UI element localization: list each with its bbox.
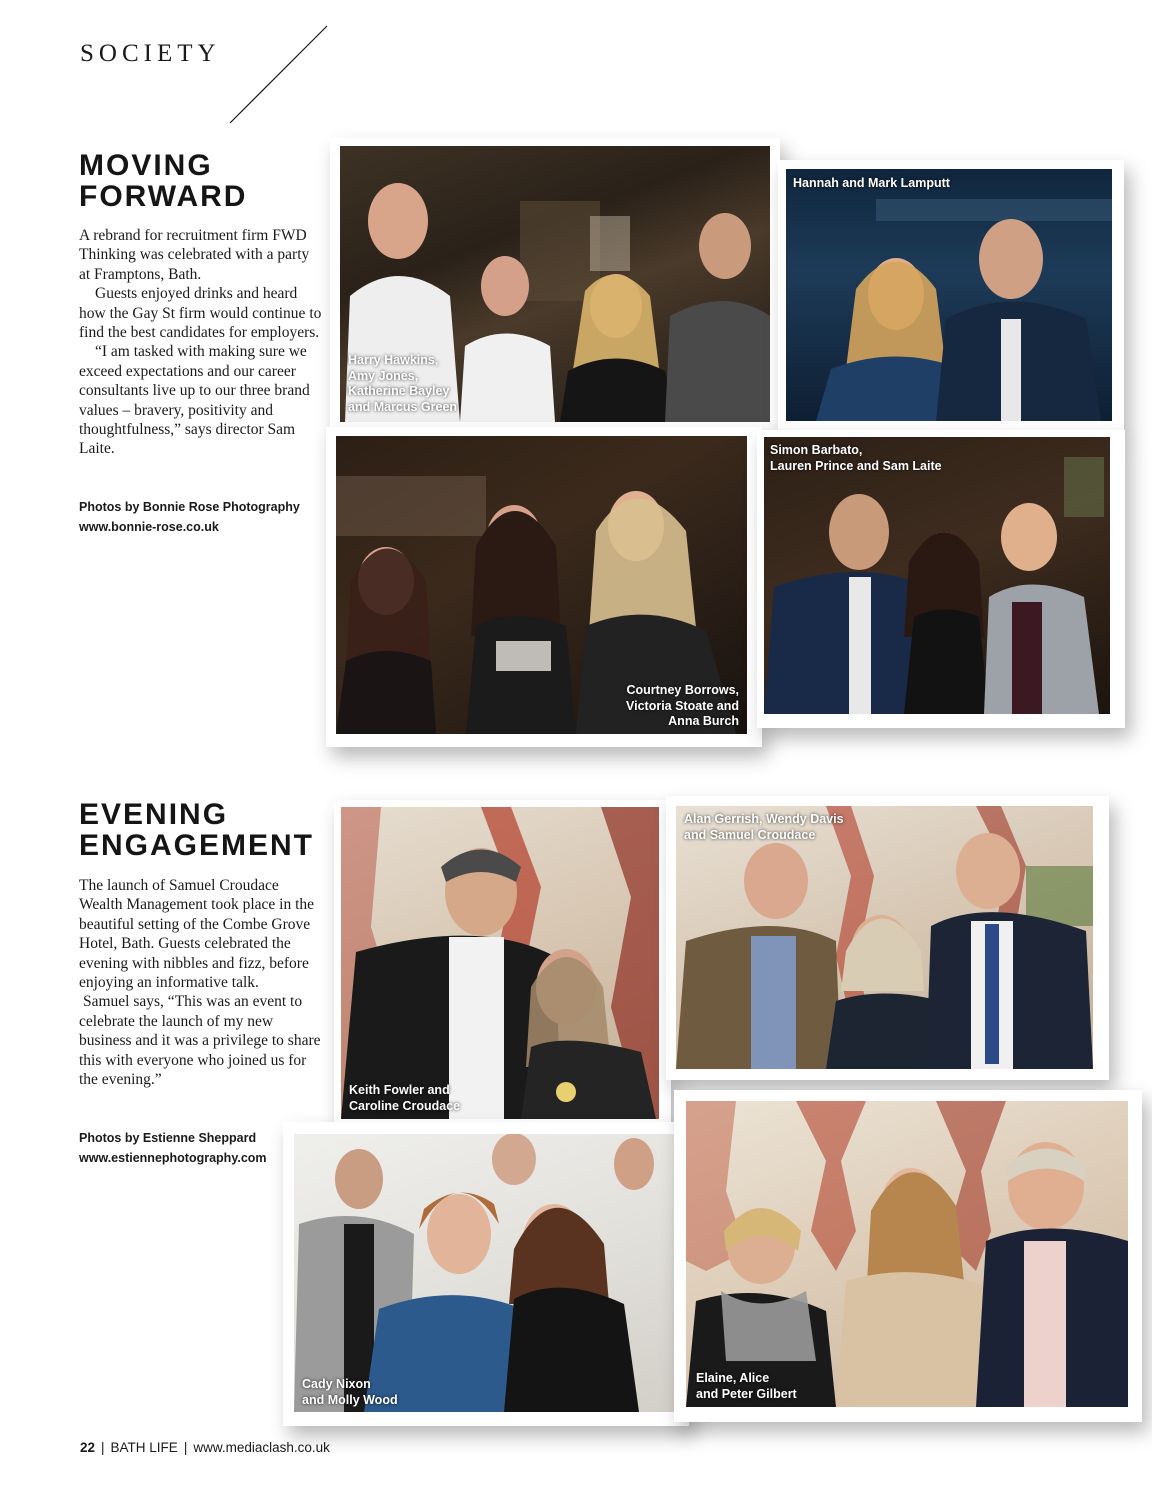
caption-line: Alan Gerrish, Wendy Davis	[684, 812, 844, 826]
magazine-name: BATH LIFE	[110, 1440, 178, 1455]
caption-line: Anna Burch	[668, 714, 739, 728]
article1-title	[79, 150, 247, 212]
event-photo	[676, 806, 1093, 1069]
article2-body	[79, 876, 324, 1089]
photo-caption	[793, 176, 950, 192]
article1-body	[79, 226, 324, 459]
photo-frame	[674, 1090, 1142, 1422]
photo-people-illustration	[686, 1101, 1128, 1407]
photo-frame	[326, 427, 762, 747]
event-photo	[786, 169, 1112, 421]
article1-paragraph: A rebrand for recruitment firm FWD Thinking was celebrated with a party at Framptons, Bath.	[79, 227, 310, 283]
article2-title-line1: EVENING	[79, 798, 229, 831]
article2-paragraph: Samuel says, “This was an event to celebrate the launch of my new business and it was a privilege to share this with everyone who joined us for the evening.”	[79, 993, 321, 1089]
article1-title-line2: FORWARD	[79, 180, 248, 213]
event-photo	[340, 146, 770, 422]
page-footer	[80, 1440, 330, 1455]
caption-line: Katherine Bayley	[348, 384, 450, 398]
photo-caption	[770, 443, 942, 474]
photo-frame	[334, 800, 671, 1128]
photo-caption	[302, 1377, 398, 1408]
caption-line: and Molly Wood	[302, 1392, 398, 1407]
photo-frame	[666, 796, 1109, 1080]
photo-caption	[348, 353, 457, 415]
separator: |	[101, 1440, 105, 1455]
photo-people-illustration	[764, 437, 1110, 714]
article1-paragraph: Guests enjoyed drinks and heard how the Gay St firm would continue to find the best candidates for employers.	[79, 285, 322, 342]
article1-title-line1: MOVING	[79, 149, 213, 182]
photo-frame	[757, 430, 1125, 728]
photo-frame	[283, 1122, 689, 1426]
caption-line: Courtney Borrows,	[626, 683, 739, 697]
event-photo	[686, 1101, 1128, 1407]
caption-line: Simon Barbato,	[770, 443, 863, 457]
photo-credit: Photos by Bonnie Rose Photography	[79, 500, 300, 514]
photo-credit-url[interactable]: www.bonnie-rose.co.uk	[79, 520, 219, 534]
caption-line: and Peter Gilbert	[696, 1386, 797, 1401]
article1-credit	[79, 497, 300, 537]
caption-line: Caroline Croudace	[349, 1098, 461, 1113]
photo-caption	[684, 812, 844, 843]
photo-credit: Photos by Estienne Sheppard	[79, 1131, 257, 1145]
photo-people-illustration	[294, 1134, 675, 1412]
caption-line: Cady Nixon	[302, 1377, 371, 1391]
caption-line: Elaine, Alice	[696, 1371, 770, 1385]
caption-line: Harry Hawkins,	[348, 353, 439, 367]
article1-paragraph: “I am tasked with making sure we exceed expectations and our career consultants live up to our three brand values – bravery, positivity and thoughtfulness,” says director Sam Laite.	[79, 343, 310, 458]
photo-frame	[330, 138, 780, 430]
caption-line: and Samuel Croudace	[684, 827, 816, 842]
article2-title	[79, 799, 314, 861]
website-link[interactable]: www.mediaclash.co.uk	[193, 1440, 330, 1455]
photo-caption	[696, 1371, 797, 1402]
photo-caption	[626, 683, 739, 730]
separator: |	[183, 1440, 188, 1455]
article2-credit	[79, 1128, 267, 1168]
article2-title-line2: ENGAGEMENT	[79, 829, 315, 862]
caption-line: Amy Jones,	[348, 368, 419, 383]
photo-caption	[349, 1083, 460, 1114]
caption-line: Keith Fowler and	[349, 1083, 450, 1097]
photo-people-illustration	[786, 169, 1112, 421]
photo-credit-url[interactable]: www.estiennephotography.com	[79, 1151, 267, 1165]
photo-frame	[778, 160, 1124, 432]
article2-paragraph: The launch of Samuel Croudace Wealth Management took place in the beautiful setting of the Combe Grove Hotel, Bath. Guests celebrated the evening with nibbles and fizz, before enjoying an informative talk.	[79, 877, 315, 992]
event-photo	[336, 436, 747, 734]
event-photo	[341, 807, 659, 1119]
caption-line: Lauren Prince and Sam Laite	[770, 458, 942, 473]
caption-line: Victoria Stoate and	[626, 698, 739, 713]
event-photo	[294, 1134, 675, 1412]
event-photo	[764, 437, 1110, 714]
photo-people-illustration	[341, 807, 659, 1119]
caption-line: Hannah and Mark Lamputt	[793, 176, 950, 190]
photo-people-illustration	[676, 806, 1093, 1069]
diagonal-rule	[225, 24, 335, 126]
section-label: SOCIETY	[80, 40, 221, 67]
caption-line: and Marcus Green	[348, 399, 458, 414]
page-number: 22	[80, 1440, 96, 1455]
